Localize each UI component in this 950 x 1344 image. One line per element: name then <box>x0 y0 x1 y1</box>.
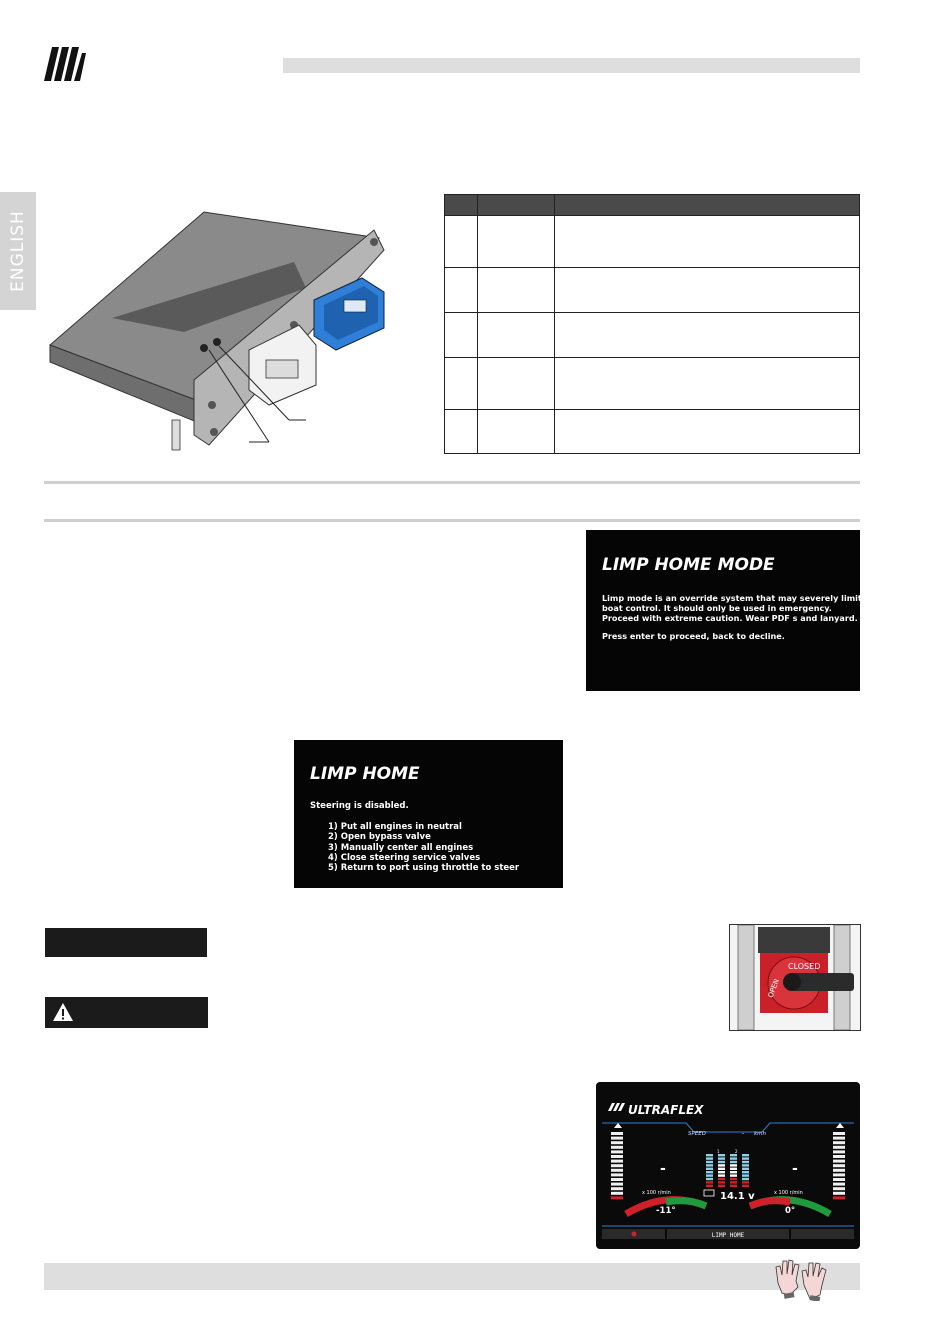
tank-segment <box>718 1174 725 1176</box>
tank-segment <box>742 1185 749 1187</box>
tank-segment <box>718 1157 725 1159</box>
right-rpm-value: - <box>792 1161 798 1177</box>
tank-segment <box>730 1157 737 1159</box>
tank-segment <box>730 1164 737 1166</box>
tank-segment <box>742 1168 749 1170</box>
table-row <box>445 358 860 410</box>
valve-illustration <box>730 925 860 1030</box>
list-item: 4) Close steering service valves <box>328 852 481 863</box>
right-rpm-unit: x 100 r/min <box>774 1190 803 1196</box>
speed-unit: kmh <box>754 1131 767 1137</box>
pin-table <box>444 194 860 454</box>
trim-segment <box>611 1187 623 1190</box>
trim-segment <box>611 1173 623 1176</box>
header-bar <box>283 58 860 73</box>
tank-1-label: 1 <box>717 1149 720 1154</box>
valve-closed-label: CLOSED <box>788 962 821 971</box>
trim-segment <box>611 1164 623 1167</box>
table-row <box>445 216 860 268</box>
table-row <box>445 313 860 358</box>
dashboard-brand: ULTRAFLEX <box>628 1103 704 1117</box>
trim-segment <box>833 1137 845 1140</box>
tank-segment <box>730 1154 737 1156</box>
section-divider <box>44 519 860 522</box>
tank-segment <box>718 1168 725 1170</box>
tank-segment <box>742 1174 749 1176</box>
footer-cell <box>791 1229 854 1239</box>
tank-segment <box>742 1164 749 1166</box>
trim-segment <box>833 1178 845 1181</box>
footer-bar <box>44 1263 860 1290</box>
tank-segment <box>706 1161 713 1163</box>
steering-status: Steering is disabled. <box>310 801 409 811</box>
tank-segment <box>706 1168 713 1170</box>
tank-segment <box>742 1154 749 1156</box>
voltage-value: 14.1 v <box>720 1191 755 1202</box>
trim-segment <box>611 1183 623 1186</box>
trim-segment <box>833 1196 845 1199</box>
list-item: 3) Manually center all engines <box>328 842 474 853</box>
ultraflex-logo-icon <box>608 1103 625 1111</box>
trim-segment <box>611 1155 623 1158</box>
trim-segment <box>611 1137 623 1140</box>
trim-segment <box>611 1169 623 1172</box>
tank-segment <box>730 1168 737 1170</box>
trim-segment <box>611 1196 623 1199</box>
limp-home-screen <box>294 740 563 888</box>
right-angle-value: 0° <box>785 1206 796 1216</box>
tank-segment <box>706 1181 713 1183</box>
gloves-icon <box>772 1255 832 1301</box>
list-item: 2) Open bypass valve <box>328 832 431 843</box>
trim-segment <box>833 1150 845 1153</box>
trim-up-icon <box>836 1123 844 1128</box>
tank-segment <box>706 1171 713 1173</box>
trim-segment <box>611 1132 623 1135</box>
warning-badge <box>45 997 208 1028</box>
tank-segment <box>718 1164 725 1166</box>
screen-title: LIMP HOME <box>310 764 420 784</box>
tank-2-label: 2 <box>735 1149 738 1154</box>
trim-segment <box>611 1178 623 1181</box>
tank-segment <box>718 1178 725 1180</box>
tank-segment <box>706 1174 713 1176</box>
tank-segment <box>730 1185 737 1187</box>
speed-value: - <box>742 1130 745 1137</box>
trim-segment <box>833 1192 845 1195</box>
tank-segment <box>718 1171 725 1173</box>
ecu-module-illustration <box>44 200 444 460</box>
language-tab-label: ENGLISH <box>8 210 28 292</box>
tank-segment <box>742 1178 749 1180</box>
steps-list <box>328 822 519 873</box>
alert-icon <box>632 1232 637 1237</box>
tank-segment <box>742 1161 749 1163</box>
trim-segment <box>833 1141 845 1144</box>
tank-segment <box>718 1154 725 1156</box>
trim-segment <box>833 1155 845 1158</box>
section-divider <box>44 481 860 484</box>
trim-up-icon <box>614 1123 622 1128</box>
left-rpm-value: - <box>660 1161 666 1177</box>
battery-icon <box>704 1190 714 1196</box>
trim-segment <box>611 1160 623 1163</box>
screen-title: LIMP HOME MODE <box>602 555 775 575</box>
tank-segment <box>730 1161 737 1163</box>
screen-text-line: Limp mode is an override system that may severely limit <box>602 593 862 603</box>
tank-segment <box>742 1157 749 1159</box>
right-trim-bar <box>833 1132 845 1199</box>
ultraflex-logo-icon <box>44 47 86 81</box>
trim-segment <box>833 1173 845 1176</box>
speed-label: SPEED <box>688 1131 706 1137</box>
bypass-valve-photo <box>729 924 861 1031</box>
trim-segment <box>833 1183 845 1186</box>
warning-triangle-icon <box>52 1002 74 1022</box>
tank-segment <box>742 1171 749 1173</box>
tank-segment <box>730 1171 737 1173</box>
table-header-row <box>445 195 860 216</box>
list-item: 5) Return to port using throttle to steer <box>328 863 520 874</box>
trim-segment <box>833 1146 845 1149</box>
left-rpm-unit: x 100 r/min <box>642 1190 671 1196</box>
trim-segment <box>611 1141 623 1144</box>
tank-segment <box>706 1154 713 1156</box>
trim-segment <box>833 1160 845 1163</box>
tank-segment <box>706 1164 713 1166</box>
tank-segment <box>730 1178 737 1180</box>
tank-segment <box>718 1181 725 1183</box>
tank-segment <box>742 1181 749 1183</box>
screen-prompt: Press enter to proceed, back to decline. <box>602 631 785 641</box>
trim-segment <box>833 1187 845 1190</box>
tank-segment <box>718 1185 725 1187</box>
tank-segment <box>718 1161 725 1163</box>
trim-segment <box>833 1164 845 1167</box>
list-item: 1) Put all engines in neutral <box>328 822 462 832</box>
language-tab <box>0 192 36 310</box>
dashboard-graphics <box>596 1082 860 1249</box>
left-trim-bar <box>611 1132 623 1199</box>
limp-home-mode-screen <box>586 530 860 691</box>
tank-segment <box>730 1174 737 1176</box>
table-row <box>445 410 860 454</box>
tank-segment <box>706 1178 713 1180</box>
left-angle-value: -11° <box>656 1206 676 1216</box>
tank-segment <box>730 1181 737 1183</box>
tank-level-bars <box>706 1154 749 1187</box>
trim-segment <box>833 1169 845 1172</box>
tank-segment <box>706 1157 713 1159</box>
trim-segment <box>611 1150 623 1153</box>
tank-segment <box>706 1185 713 1187</box>
footer-status: LIMP HOME <box>711 1232 745 1239</box>
trim-segment <box>611 1192 623 1195</box>
trim-segment <box>833 1132 845 1135</box>
valve-open-label: OPEN <box>766 977 781 999</box>
notice-badge <box>45 928 207 957</box>
table-row <box>445 268 860 313</box>
dashboard-display <box>596 1082 860 1249</box>
screen-text-line: Proceed with extreme caution. Wear PDF s and lanyard. <box>602 613 858 623</box>
screen-text-line: boat control. It should only be used in emergency. <box>602 603 832 613</box>
trim-segment <box>611 1146 623 1149</box>
